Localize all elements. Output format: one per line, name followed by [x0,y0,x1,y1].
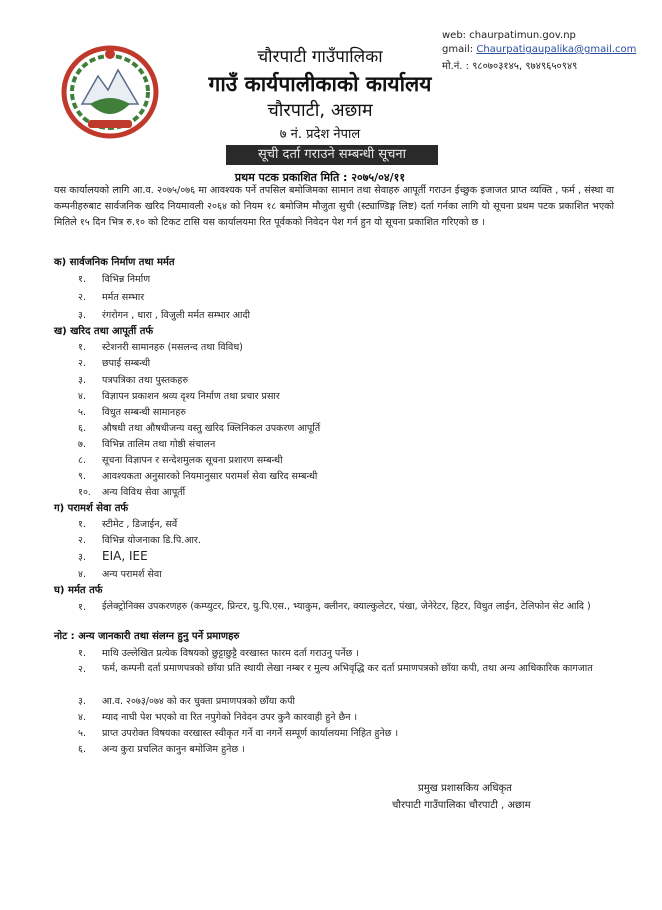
list-item: ३. पत्रपत्रिका तथा पुस्तकहरु [78,375,189,386]
province-name: ७ नं. प्रदेश नेपाल [279,127,361,142]
list-item: ६. औषधी तथा औषधीजन्य वस्तु खरिद क्लिनिकल उपकरण आपूर्ति [78,423,321,434]
section-d-heading: घ) मर्मत तर्फ [54,585,103,596]
list-item: १. विभिन्न निर्माण [78,274,151,285]
list-item: १. स्टेशनरी सामानहरु (मसलन्द तथा विविध) [78,342,243,353]
gmail-label: gmail: [442,44,474,55]
list-item: ४. अन्य परामर्श सेवा [78,569,162,580]
notice-title: सूची दर्ता गराउने सम्बन्धी सूचना [226,145,438,165]
note-item: ६. अन्य कुरा प्रचलित कानुन बमोजिम हुनेछ । [78,744,245,755]
list-item: ७. विभिन्न तालिम तथा गोष्ठी संचालन [78,439,216,450]
note-item: १. माथि उल्लेखित प्रत्येक विषयको छुट्टाछुट्टै वरखास्त फारम दर्ता गराउनु पर्नेछ । [78,648,359,659]
section-c-heading: ग) परामर्श सेवा तर्फ [54,503,129,514]
municipality-name: चौरपाटी गाउँपालिका [257,47,383,67]
nepal-emblem-logo [60,40,160,140]
gmail-link[interactable]: Chaurpatigaupalika@gmail.com [476,44,637,55]
list-item: ८. सूचना विज्ञापन र सन्देशमुलक सूचना प्रशारण सम्बन्धी [78,455,283,466]
list-item: १. स्टीमेट , डिजाईन, सर्वे [78,519,178,530]
phone-numbers: मो.नं. : ९८०७०३१४५, ९७४९६५०९४९ [442,61,578,72]
list-item: १०. अन्य विविध सेवा आपूर्ती [78,487,186,498]
list-item: २. मर्मत सम्भार [78,292,145,303]
note-heading: नोट : अन्य जानकारी तथा संलग्न हुनु पर्ने प्रमाणहरु [54,631,240,642]
published-date: प्रथम पटक प्रकाशित मिति : २०७५/०४/११ [234,171,406,184]
list-item: ५. विधुत सम्बन्धी सामानहरु [78,407,186,418]
signatory-office: चौरपाटी गाउँपालिका चौरपाटी , अछाम [392,800,531,811]
list-item: २. छपाई सम्बन्धी [78,358,151,369]
gmail-line [442,44,636,55]
note-item: ४. म्याद नाघी पेश भएको वा रित नपुगेको निवेदन उपर कुनै कारवाही हुने छैन । [78,712,358,723]
intro-paragraph: यस कार्यालयको लागि आ.व. २०७५/०७६ मा आवश्यक पर्ने तपसिल बमोजिमका सामान तथा सेवाहरु आपूर्ती गराउन ईच्छुक इजाजत प्राप्त व्यक्ति , फर्म , संस्था वा कम्पनीहरुबाट सार्वजनिक खरिद नियमावली २०६४ को नियम १८ बमोजिम मौजुता सुची (स्ट्याण्डिङ्ग लिष्ट) दर्ता गर्नका लागि यो सूचना प्रथम पटक प्रकाशित भएको मितिले १५ दिन भित्र रु.१० को टिकट टासि यस कार्यालयमा रित पूर्वकको निवेदन पेश गर्न हुन यो सूचना प्रकाशित गरिएको छ । [54,185,614,228]
list-item: ४. विज्ञापन प्रकाशन श्रव्य दृश्य निर्माण तथा प्रचार प्रसार [78,391,280,402]
note-item: ५. प्राप्त उपरोक्त विषयका वरखास्त स्वीकृत गर्ने वा नगर्ने सम्पूर्ण कार्यालयमा निहित हुनेछ । [78,728,399,739]
list-item: २. विभिन्न योजनाका डि.पि.आर. [78,535,201,546]
list-item: १. ईलेक्ट्रोनिक्स उपकरणहरु (कम्प्युटर, प्रिन्टर, यु.पि.एस., भ्याकुम, क्लीनर, क्याल्कुलेटर, पंखा, जेनेरेटर, हिटर, विधुत लाईन, टेलिफोन सेट आदि ) [78,601,591,613]
office-name: गाउँ कार्यपालीकाको कार्यालय [208,72,432,96]
list-item: ३. EIA, IEE [78,549,148,563]
section-a-heading: क) सार्वजनिक निर्माण तथा मर्मत [54,257,175,268]
office-location: चौरपाटी, अछाम [267,100,373,121]
web-address: web: chaurpatimun.gov.np [442,30,576,41]
section-b-heading: ख) खरिद तथा आपूर्ती तर्फ [54,326,154,337]
list-item: ३. रंगरोगन , धारा , विजुली मर्मत सम्भार आदी [78,310,251,321]
note-item: २. फर्म, कम्पनी दर्ता प्रमाणपत्रको छाँया प्रति स्थायी लेखा नम्बर र मुल्य अभिवृद्धि कर दर्ता प्रमाणपत्रको छाँया कपी, तथा अन्य आधिकारिक कागजात [78,663,593,675]
note-item: ३. आ.व. २०७३/०७४ को कर चुक्ता प्रमाणपत्रको छाँया कपी [78,696,295,707]
list-item: ९. आवश्यकता अनुसारको नियमानुसार परामर्श सेवा खरिद सम्बन्धी [78,471,318,482]
signatory-title: प्रमुख प्रशासकिय अधिकृत [418,783,512,794]
